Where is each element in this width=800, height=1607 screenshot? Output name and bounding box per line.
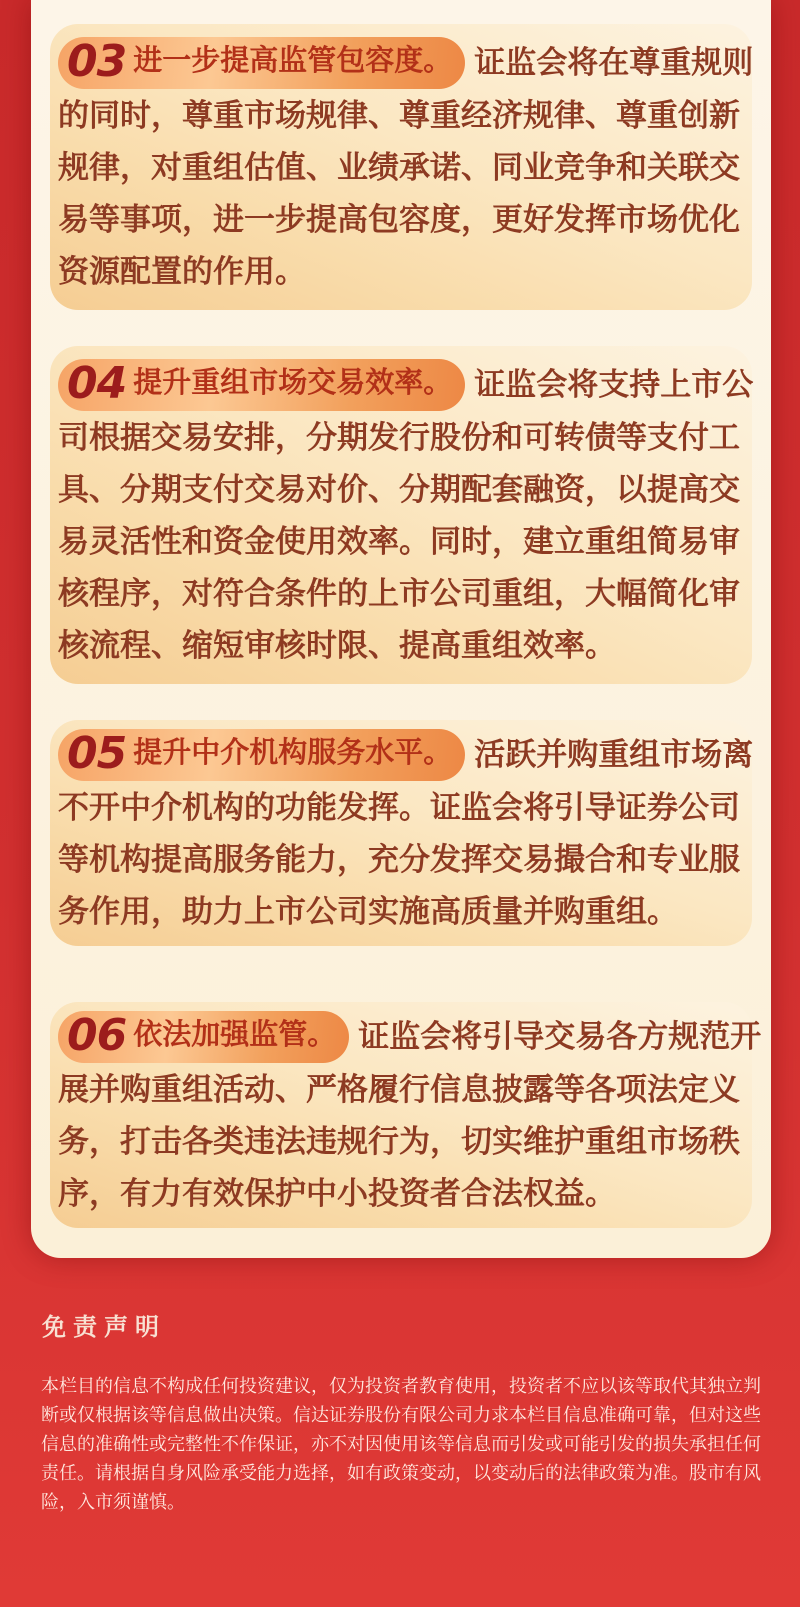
- section-05-title: 提升中介机构服务水平。: [133, 736, 453, 769]
- disclaimer-line: 责任。请根据自身风险承受能力选择，如有政策变动，以变动后的法律政策为准。股市有风: [41, 1463, 761, 1483]
- section-06-line: 证监会将引导交易各方规范开: [358, 1019, 762, 1054]
- section-03-line: 资源配置的作用。: [58, 254, 306, 289]
- section-05-number: 05: [67, 728, 127, 779]
- section-05-badge: [58, 729, 465, 781]
- section-06-first-line: [58, 1010, 762, 1064]
- disclaimer-line: 断或仅根据该等信息做出决策。信达证券股份有限公司力求本栏目信息准确可靠，但对这些: [41, 1405, 761, 1425]
- section-05-line: 不开中介机构的功能发挥。证监会将引导证券公司: [58, 790, 740, 825]
- disclaimer-line: 本栏目的信息不构成任何投资建议，仅为投资者教育使用，投资者不应以该等取代其独立判: [41, 1376, 761, 1396]
- section-03-line: 易等事项，进一步提高包容度，更好发挥市场优化: [58, 202, 740, 237]
- section-05-line: 务作用，助力上市公司实施高质量并购重组。: [58, 894, 678, 929]
- disclaimer-paragraph: [41, 1372, 771, 1517]
- section-04-number: 04: [67, 358, 127, 409]
- section-04-line: 核程序，对符合条件的上市公司重组，大幅简化审: [58, 576, 740, 611]
- section-03-title: 进一步提高监管包容度。: [133, 44, 453, 77]
- section-04-line: 司根据交易安排，分期发行股份和可转债等支付工: [58, 420, 740, 455]
- section-05-line: 活跃并购重组市场离: [474, 737, 754, 772]
- section-card-05: [50, 720, 752, 946]
- section-04-line: 易灵活性和资金使用效率。同时，建立重组简易审: [58, 524, 740, 559]
- section-04-line: 具、分期支付交易对价、分期配套融资，以提高交: [58, 472, 740, 507]
- section-05-first-line: [58, 728, 754, 782]
- section-04-title: 提升重组市场交易效率。: [133, 366, 453, 399]
- section-06-line: 务，打击各类违法违规行为，切实维护重组市场秩: [58, 1124, 740, 1159]
- section-03-number: 03: [67, 36, 127, 87]
- section-05-line: 等机构提高服务能力，充分发挥交易撮合和专业服: [58, 842, 740, 877]
- disclaimer-line: 信息的准确性或完整性不作保证，亦不对因使用该等信息而引发或可能引发的损失承担任何: [41, 1434, 761, 1454]
- section-03-first-line: [58, 36, 754, 90]
- disclaimer-line: 险，入市须谨慎。: [41, 1492, 185, 1512]
- section-06-number: 06: [67, 1010, 127, 1061]
- section-04-first-line: [58, 358, 754, 412]
- section-card-03: [50, 24, 752, 310]
- section-06-line: 展并购重组活动、严格履行信息披露等各项法定义: [58, 1072, 740, 1107]
- section-04-badge: [58, 359, 465, 411]
- section-06-title: 依法加强监管。: [133, 1018, 337, 1051]
- section-card-04: [50, 346, 752, 684]
- section-03-badge: [58, 37, 465, 89]
- section-03-line: 规律，对重组估值、业绩承诺、同业竞争和关联交: [58, 150, 740, 185]
- section-06-line: 序，有力有效保护中小投资者合法权益。: [58, 1176, 616, 1211]
- section-06-badge: [58, 1011, 349, 1063]
- disclaimer-heading: 免责声明: [42, 1314, 166, 1341]
- section-04-line: 证监会将支持上市公: [474, 367, 754, 402]
- content-card: [31, 0, 771, 1258]
- section-card-06: [50, 1002, 762, 1228]
- section-03-line: 证监会将在尊重规则: [474, 45, 754, 80]
- section-04-line: 核流程、缩短审核时限、提高重组效率。: [58, 628, 616, 663]
- section-03-line: 的同时，尊重市场规律、尊重经济规律、尊重创新: [58, 98, 740, 133]
